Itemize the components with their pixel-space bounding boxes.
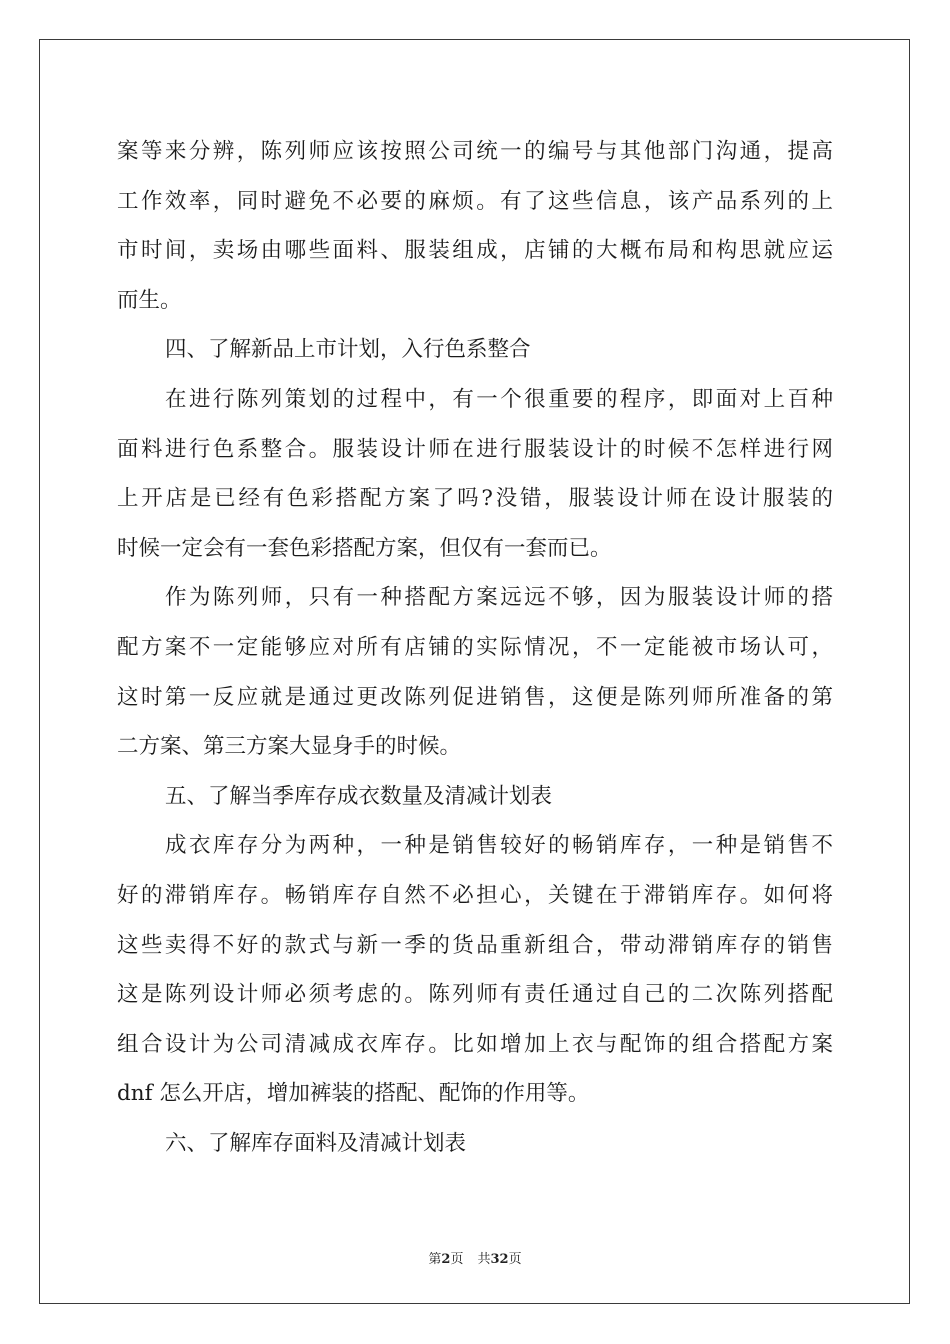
- total-label-prefix: 共: [477, 1252, 491, 1267]
- text-line: 上开店是已经有色彩搭配方案了吗?没错，服装设计师在设计服装的: [117, 486, 833, 512]
- page-number: 2: [441, 1252, 451, 1267]
- page-label-suffix: 页: [450, 1252, 464, 1267]
- text-line: 案等来分辨，陈列师应该按照公司统一的编号与其他部门沟通，提高: [117, 139, 833, 164]
- text-line: 而生。: [117, 287, 182, 313]
- text-line: 工作效率，同时避免不必要的麻烦。有了这些信息，该产品系列的上: [117, 188, 833, 214]
- text-line: 时候一定会有一套色彩搭配方案，但仅有一套而已。: [117, 535, 612, 561]
- text-line: 这是陈列设计师必须考虑的。陈列师有责任通过自己的二次陈列搭配: [117, 982, 833, 1008]
- section-heading: 五、了解当季库存成衣数量及清减计划表: [165, 783, 553, 809]
- total-label-suffix: 页: [508, 1252, 522, 1267]
- text-line: 成衣库存分为两种，一种是销售较好的畅销库存，一种是销售不: [165, 833, 833, 859]
- text-line: 组合设计为公司清减成衣库存。比如增加上衣与配饰的组合搭配方案: [117, 1031, 833, 1057]
- text-line: dnf 怎么开店，增加裤装的搭配、配饰的作用等。: [117, 1081, 590, 1107]
- section-heading: 四、了解新品上市计划，入行色系整合: [165, 337, 531, 363]
- text-line: 二方案、第三方案大显身手的时候。: [117, 734, 462, 760]
- total-pages: 32: [490, 1252, 509, 1267]
- section-heading: 六、了解库存面料及清减计划表: [165, 1130, 467, 1156]
- text-line: 面料进行色系整合。服装设计师在进行服装设计的时候不怎样进行网: [117, 436, 833, 462]
- document-body: [117, 127, 833, 1168]
- text-line: 在进行陈列策划的过程中，有一个很重要的程序，即面对上百种: [165, 386, 833, 412]
- page-label-prefix: 第: [428, 1252, 442, 1267]
- text-line: 市时间，卖场由哪些面料、服装组成，店铺的大概布局和构思就应运: [117, 238, 833, 264]
- text-line: 好的滞销库存。畅销库存自然不必担心，关键在于滞销库存。如何将: [117, 882, 833, 908]
- text-line: 作为陈列师，只有一种搭配方案远远不够，因为服装设计师的搭: [165, 585, 833, 611]
- text-line: 这时第一反应就是通过更改陈列促进销售，这便是陈列师所准备的第: [117, 684, 833, 710]
- text-line: 这些卖得不好的款式与新一季的货品重新组合，带动滞销库存的销售: [117, 932, 833, 958]
- text-line: 配方案不一定能够应对所有店铺的实际情况，不一定能被市场认可，: [117, 634, 833, 660]
- page-footer: [0, 1248, 950, 1267]
